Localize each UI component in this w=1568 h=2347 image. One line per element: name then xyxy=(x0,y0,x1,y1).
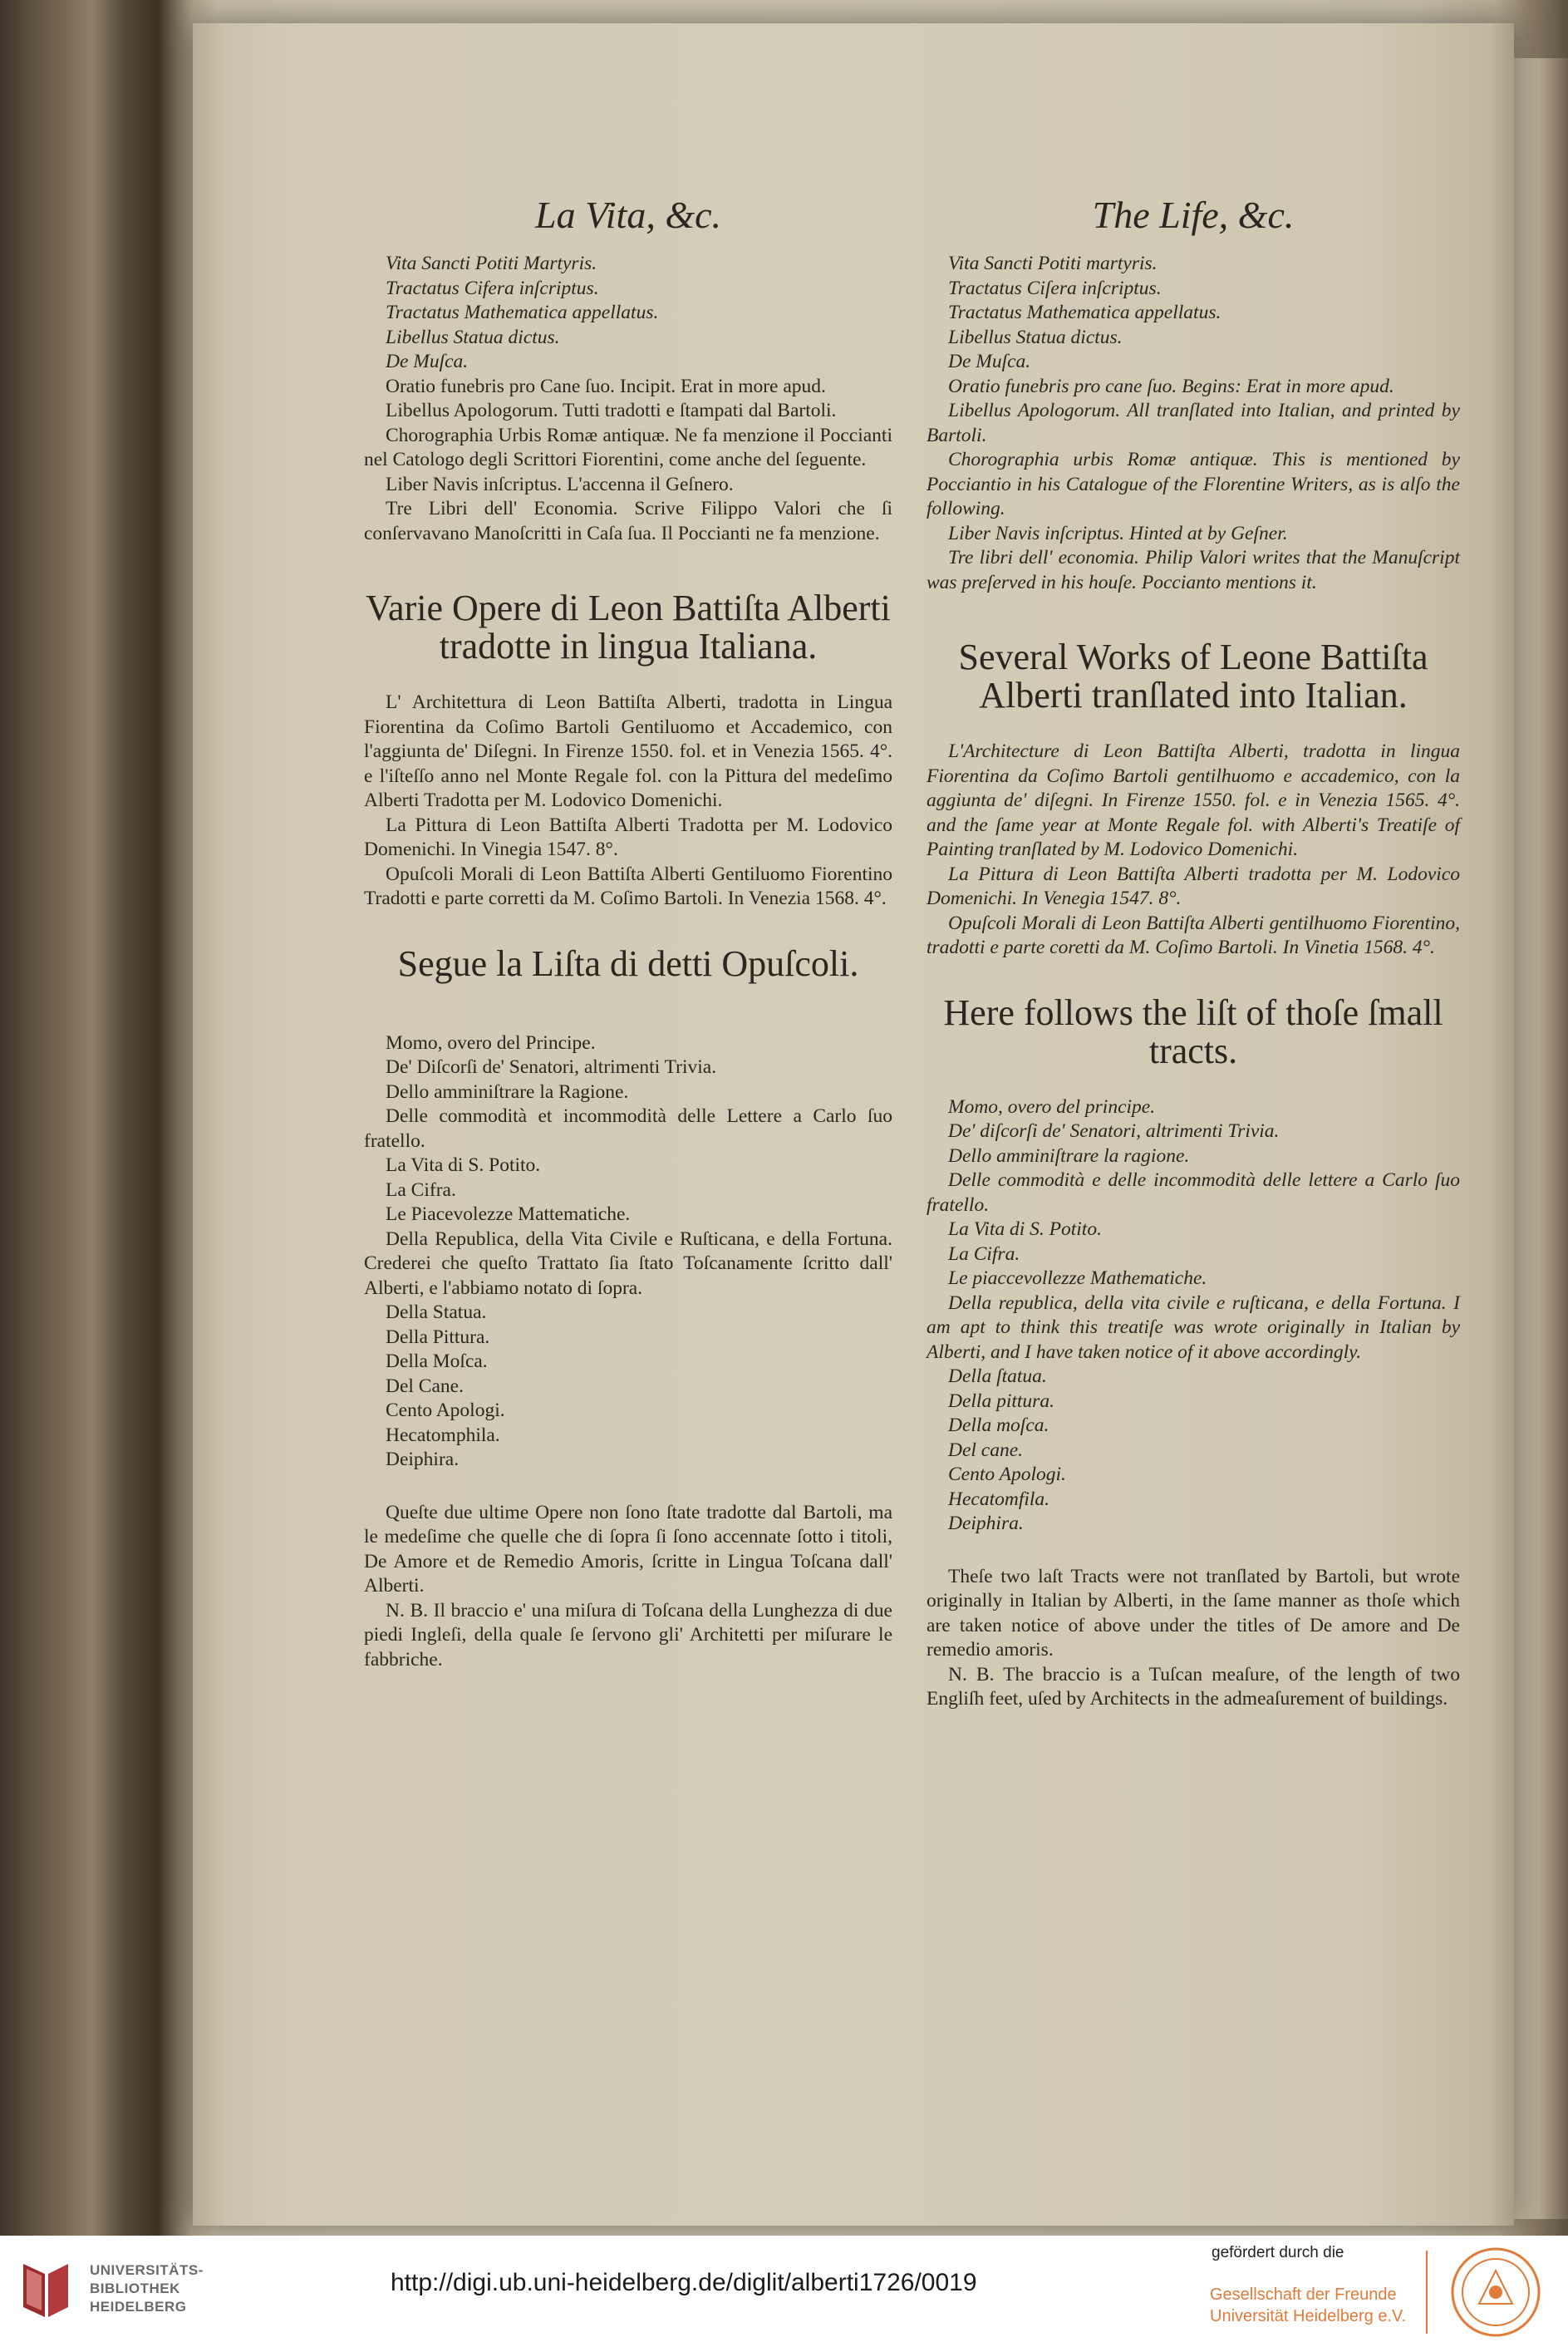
list-item: La Cifra. xyxy=(948,1242,1020,1265)
manuscript-entry: Libellus Statua dictus. xyxy=(386,326,560,348)
list-item: Della Pittura. xyxy=(386,1326,490,1348)
manuscript-entry: Oratio funebris pro cane ſuo. Begins: Erat in more apud. xyxy=(948,375,1394,397)
library-name-line2: BIBLIOTHEK xyxy=(90,2281,180,2296)
right-closing-notes xyxy=(927,1565,1460,1712)
left-heading-opuscoli: Segue la Liſta di detti Opuſcoli. xyxy=(397,942,859,984)
manuscript-entry: Libellus Apologorum. All tranſlated into Italian, and printed by Bartoli. xyxy=(927,400,1460,446)
right-manuscript-list xyxy=(927,252,1460,595)
note-paragraph: N. B. The braccio is a Tuſcan meaſure, of the length of two Engliſh feet, uſed by Architects in the admeaſurement of buildings. xyxy=(927,1663,1460,1710)
list-item: Le piaccevollezze Mathematiche. xyxy=(948,1267,1207,1289)
manuscript-entry: Liber Navis inſcriptus. L'accenna il Geſnero. xyxy=(386,473,734,495)
note-paragraph: Queſte due ultime Opere non ſono ſtate tradotte dal Bartoli, ma le medeſime che quelle che di ſopra ſi ſono accennate ſotto i titoli, De Amore et de Remedio Amoris, ſcritte in Lingua Toſcana dall' Alberti. xyxy=(364,1501,892,1597)
list-item: Della moſca. xyxy=(948,1415,1049,1436)
list-item: Cento Apologi. xyxy=(386,1400,505,1421)
italian-column xyxy=(364,193,892,1672)
manuscript-entry: Vita Sancti Potiti martyris. xyxy=(948,253,1158,274)
list-item: Hecatomphila. xyxy=(386,1424,500,1446)
manuscript-entry: Tre libri dell' economia. Philip Valori writes that the Manuſcript was preſerved in his houſe. Poccianto mentions it. xyxy=(927,547,1460,593)
list-item: Della pittura. xyxy=(948,1390,1054,1412)
list-item: De' diſcorſi de' Senatori, altrimenti Trivia. xyxy=(948,1120,1280,1142)
permalink-url[interactable]: http://digi.ub.uni-heidelberg.de/diglit/alberti1726/0019 xyxy=(391,2269,977,2296)
manuscript-entry: De Muſca. xyxy=(948,351,1031,372)
sponsor-label: gefördert durch die xyxy=(1212,2244,1344,2261)
note-paragraph: N. B. Il braccio e' una miſura di Toſcana della Lunghezza di due piedi Ingleſi, della quale ſe ſervono gli' Architetti per miſurare le fabbriche. xyxy=(364,1599,892,1670)
translation-entry: Opuſcoli Morali di Leon Battiſta Alberti gentilhuomo Fiorentino, tradotti e parte coretti da M. Coſimo Bartoli. In Vinetia 1568. 4°. xyxy=(927,912,1460,958)
translation-entry: La Pittura di Leon Battiſta Alberti Tradotta per M. Lodovico Domenichi. In Vinegia 1547. 8°. xyxy=(364,814,892,860)
manuscript-entry: De Muſca. xyxy=(386,351,469,372)
list-item: Della Republica, della Vita Civile e Ruſticana, e della Fortuna. Crederei che queſto Trattato ſia ſtato Toſcanamente ſcritto dall' Alberti, e l'abbiamo notato di ſopra. xyxy=(364,1228,892,1299)
note-paragraph: Theſe two laſt Tracts were not tranſlated by Bartoli, but wrote originally in Italian by Alberti, in the ſame manner as thoſe which are taken notice of above under the titles of De amore and De remedio amoris. xyxy=(927,1565,1460,1661)
list-item: Deiphira. xyxy=(948,1513,1024,1534)
left-opuscoli-list xyxy=(364,1031,892,1473)
footer-divider xyxy=(1426,2251,1428,2334)
list-item: Delle commodità et incommodità delle Lettere a Carlo ſuo fratello. xyxy=(364,1105,892,1152)
manuscript-entry: Chorographia urbis Romæ antiquæ. This is mentioned by Pocciantio in his Catalogue of the Florentine Writers, as is alſo the following. xyxy=(927,449,1460,519)
list-item: De' Diſcorſi de' Senatori, altrimenti Trivia. xyxy=(386,1056,717,1078)
left-translations-list xyxy=(364,691,892,912)
list-item: Del cane. xyxy=(948,1439,1024,1461)
manuscript-entry: Tre Libri dell' Economia. Scrive Filippo Valori che ſi conſervavano Manoſcritti in Caſa ſua. Il Poccianti ne fa menzione. xyxy=(364,498,892,544)
manuscript-entry: Liber Navis inſcriptus. Hinted at by Geſner. xyxy=(948,522,1288,544)
manuscript-entry: Oratio funebris pro Cane ſuo. Incipit. Erat in more apud. xyxy=(386,375,826,397)
sponsor-name-line1: Gesellschaft der Freunde xyxy=(1210,2285,1397,2304)
university-library-logo-icon xyxy=(15,2257,76,2319)
left-manuscript-list xyxy=(364,252,892,546)
manuscript-entry: Vita Sancti Potiti Martyris. xyxy=(386,253,597,274)
translation-entry: Opuſcoli Morali di Leon Battiſta Alberti Gentiluomo Fiorentino Tradotti e parte corretti da M. Coſimo Bartoli. In Venezia 1568. 4°. xyxy=(364,863,892,909)
list-item: La Vita di S. Potito. xyxy=(386,1154,541,1176)
manuscript-entry: Libellus Apologorum. Tutti tradotti e ſtampati dal Bartoli. xyxy=(386,400,837,421)
list-item: La Vita di S. Potito. xyxy=(948,1218,1102,1240)
list-item: Del Cane. xyxy=(386,1375,464,1397)
right-tracts-list xyxy=(927,1095,1460,1537)
list-item: Momo, overo del Principe. xyxy=(386,1031,596,1054)
right-running-head: The Life, &c. xyxy=(1092,194,1295,236)
english-column xyxy=(927,193,1460,1712)
list-item: Cento Apologi. xyxy=(948,1464,1066,1485)
left-heading-works: Varie Opere di Leon Battiſta Alberti tradotte in lingua Italiana. xyxy=(366,588,891,667)
left-closing-notes xyxy=(364,1501,892,1673)
list-item: Momo, overo del principe. xyxy=(948,1095,1156,1118)
translation-entry: L'Architecture di Leon Battiſta Alberti, tradotta in lingua Fiorentina da Coſimo Bartoli gentilhuomo e accademico, con la aggiunta de' diſegni. In Firenze 1550. fol. e in Venezia 1565. 4°. and the ſame year at Monte Regale fol. with Alberti's Treatiſe of Painting tranſlated by M. Lodovico Domenichi. xyxy=(927,741,1460,860)
list-item: Dello amminiſtrare la ragione. xyxy=(948,1144,1190,1167)
list-item: Dello amminiſtrare la Ragione. xyxy=(386,1080,629,1103)
list-item: Della Statua. xyxy=(386,1301,487,1323)
left-running-head: La Vita, &c. xyxy=(534,194,722,236)
manuscript-entry: Tractatus Cifera inſcriptus. xyxy=(386,277,599,299)
list-item: La Cifra. xyxy=(386,1178,456,1201)
manuscript-entry: Chorographia Urbis Romæ antiquæ. Ne fa menzione il Poccianti nel Catologo degli Scrittori Fiorentini, come anche del ſeguente. xyxy=(364,424,892,470)
manuscript-entry: Tractatus Mathematica appellatus. xyxy=(386,302,659,323)
right-heading-tracts: Here follows the liſt of thoſe ſmall tracts. xyxy=(943,991,1443,1071)
right-translations-list xyxy=(927,740,1460,961)
footer-bar xyxy=(0,2236,1568,2347)
sponsor-name-line2: Universität Heidelberg e.V. xyxy=(1210,2307,1407,2325)
translation-entry: La Pittura di Leon Battiſta Alberti tradotta per M. Lodovico Domenichi. In Venegia 1547. 8°. xyxy=(927,863,1460,909)
list-item: Delle commodità e delle incommodità delle lettere a Carlo ſuo fratello. xyxy=(927,1169,1460,1216)
library-name-line3: HEIDELBERG xyxy=(90,2299,187,2315)
list-item: Della Moſca. xyxy=(386,1351,488,1372)
list-item: Le Piacevolezze Mattematiche. xyxy=(386,1203,631,1225)
list-item: Della republica, della vita civile e ruſticana, e della Fortuna. I am apt to think this treatiſe was wrote originally in Italian by Alberti, and I have taken notice of it above accordingly. xyxy=(927,1292,1460,1363)
right-heading-works: Several Works of Leone Battiſta Alberti tranſlated into Italian. xyxy=(958,637,1428,716)
manuscript-entry: Tractatus Ciſera inſcriptus. xyxy=(948,277,1162,299)
library-name-line1: UNIVERSITÄTS- xyxy=(90,2262,204,2278)
university-seal-icon xyxy=(1446,2246,1546,2339)
manuscript-entry: Libellus Statua dictus. xyxy=(948,326,1123,348)
translation-entry: L' Architettura di Leon Battiſta Alberti, tradotta in Lingua Fiorentina da Coſimo Bartoli Gentiluomo et Accademico, con l'aggiunta de' Diſegni. In Firenze 1550. fol. et in Venezia 1565. 4°. e l'iſteſſo anno nel Monte Regale fol. con la Pittura del medeſimo Alberti Tradotta per M. Lodovico Domenichi. xyxy=(364,691,892,811)
manuscript-entry: Tractatus Mathematica appellatus. xyxy=(948,302,1221,323)
list-item: Deiphira. xyxy=(386,1449,460,1470)
list-item: Della ſtatua. xyxy=(948,1365,1047,1387)
list-item: Hecatomfila. xyxy=(948,1488,1050,1510)
